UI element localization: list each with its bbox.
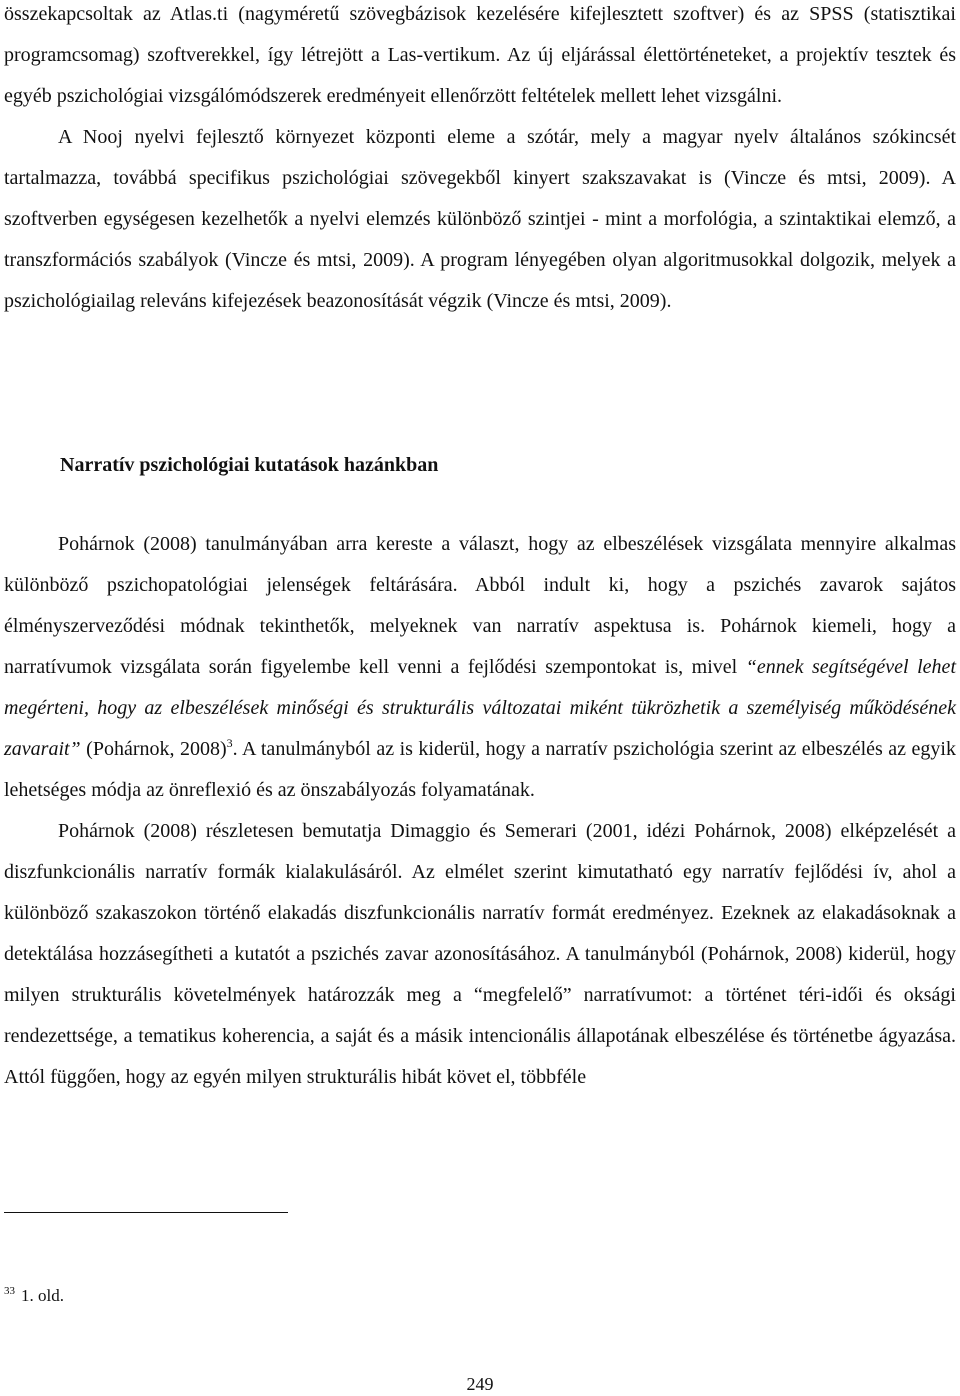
footnote-reference: 3 (226, 736, 233, 750)
footnote-mark: 33 (4, 1285, 15, 1297)
footnote-divider (4, 1212, 288, 1213)
paragraph-text-lead: Pohárnok (2008) tanulmányában arra kereste a választ, hogy az elbeszélések vizsgálata mennyire alkalmas különböző pszichopatológiai jelenségek feltárására. Abból indult ki, hogy a pszichés zavarok sajátos élményszerveződési módnak tekinthetők, melyeknek van narratív aspektusa is. Pohárnok kiemeli, hogy a narratívumok vizsgálata során figyelembe kell venni a fejlődési szempontokat is, mivel (4, 533, 956, 678)
italic-quote: “ennek segítségével lehet megérteni, hogy az elbeszélések minőségi és strukturális változatai miként tükrözhetik a személyiség működésének zavarait” (4, 656, 956, 760)
paragraph-atlas-spss: összekapcsoltak az Atlas.ti (nagyméretű szövegbázisok kezelésére kifejlesztett szoftver) és az SPSS (statisztikai programcsomag) szoftverekkel, így létrejött a Las-vertikum. Az új eljárással élettörténeteket, a projektív tesztek és egyéb pszichológiai vizsgálómódszerek eredményeit ellenőrzött feltételek mellett lehet vizsgálni. (4, 3, 956, 107)
paragraph-dimaggio-semerari: Pohárnok (2008) részletesen bemutatja Dimaggio és Semerari (2001, idézi Pohárnok, 2008) elképzelését a diszfunkcionális narratív formák kialakulásáról. Az elmélet szerint kimutatható egy narratív fejlődési ív, ahol a különböző szakaszokon történő elakadás diszfunkcionális narratív formát eredményez. Ezeknek az elakadásoknak a detektálása hozzásegítheti a kutatót a pszichés zavar azonosításához. A tanulmányból (Pohárnok, 2008) kiderül, hogy milyen strukturális követelmények határozzák meg a “megfelelő” narratívumot: a történet téri-idői és oksági rendezettsége, a tematikus koherencia, a saját és a másik intencionális állapotának elbeszélése és történetbe ágyazása. Attól függően, hogy az egyén milyen strukturális hibát követ el, többféle (4, 820, 956, 1088)
page-number: 249 (466, 1374, 494, 1394)
section-narrative-research (4, 524, 956, 1098)
page-body (4, 0, 956, 322)
footnote-text: 1. old. (21, 1286, 64, 1305)
footnote (4, 1284, 64, 1308)
paragraph-poharnok-study (4, 524, 956, 811)
paragraph-text-tail: . A tanulmányból az is kiderül, hogy a narratív pszichológia szerint az elbeszélés az egyik lehetséges módja az önreflexió és az önszabályozás folyamatának. (4, 738, 956, 801)
citation: (Pohárnok, 2008) (80, 738, 227, 760)
paragraph-nooj: A Nooj nyelvi fejlesztő környezet központi eleme a szótár, mely a magyar nyelv általános szókincsét tartalmazza, továbbá specifikus pszichológiai szövegekből kinyert szakszavakat is (Vincze és mtsi, 2009). A szoftverben egységesen kezelhetők a nyelvi elemzés különböző szintjei - mint a morfológia, a szintaktikai elemző, a transzformációs szabályok (Vincze és mtsi, 2009). A program lényegében olyan algoritmusokkal dolgozik, melyek a pszichológiailag releváns kifejezések beazonosítását végzik (Vincze és mtsi, 2009). (4, 126, 956, 312)
section-heading: Narratív pszichológiai kutatások hazánkban (60, 454, 439, 476)
